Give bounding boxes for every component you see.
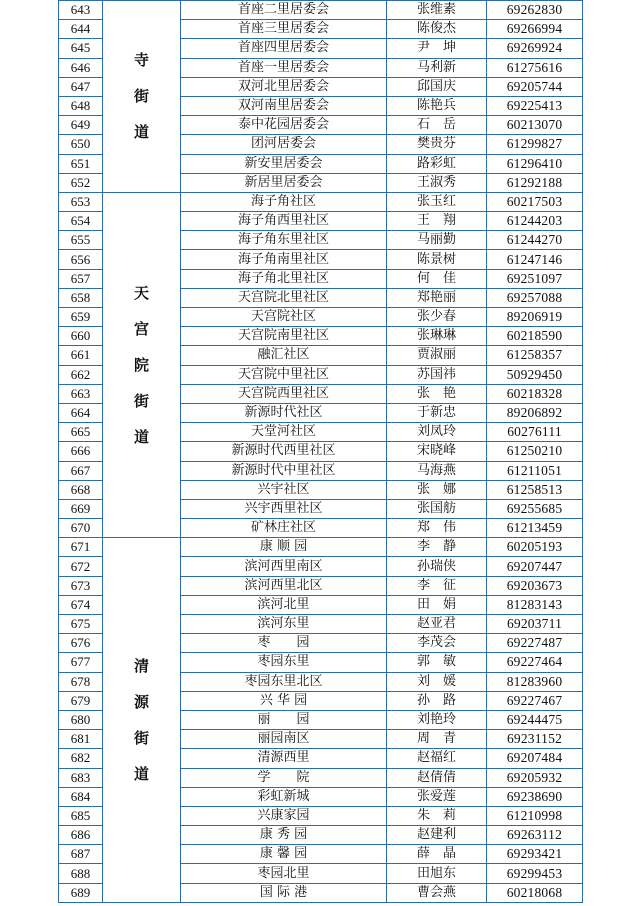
contact-person: 李 征 [387, 576, 487, 595]
row-number: 680 [59, 710, 103, 729]
row-number: 687 [59, 845, 103, 864]
contact-person: 赵亚君 [387, 615, 487, 634]
contact-person: 马海燕 [387, 461, 487, 480]
street-name-char: 街 [133, 87, 149, 106]
phone-number: 69255685 [487, 499, 583, 518]
community-name: 康 顺 园 [181, 538, 387, 557]
row-number: 668 [59, 480, 103, 499]
community-name: 新安里居委会 [181, 154, 387, 173]
street-name-char: 院 [133, 356, 149, 375]
community-name: 首座三里居委会 [181, 20, 387, 39]
row-number: 686 [59, 826, 103, 845]
row-number: 645 [59, 39, 103, 58]
row-number: 648 [59, 96, 103, 115]
community-name: 首座四里居委会 [181, 39, 387, 58]
contact-person: 贾淑丽 [387, 346, 487, 365]
row-number: 685 [59, 806, 103, 825]
contact-person: 田旭东 [387, 864, 487, 883]
row-number: 658 [59, 288, 103, 307]
row-number: 669 [59, 499, 103, 518]
row-number: 681 [59, 730, 103, 749]
phone-number: 69205932 [487, 768, 583, 787]
phone-number: 60218328 [487, 384, 583, 403]
community-name: 海子角北里社区 [181, 269, 387, 288]
row-number: 659 [59, 308, 103, 327]
phone-number: 69205744 [487, 77, 583, 96]
community-name: 新源时代西里社区 [181, 442, 387, 461]
phone-number: 61250210 [487, 442, 583, 461]
contact-person: 赵福红 [387, 749, 487, 768]
community-name: 双河南里居委会 [181, 96, 387, 115]
row-number: 677 [59, 653, 103, 672]
community-name: 矿林庄社区 [181, 519, 387, 538]
contact-person: 孙 路 [387, 691, 487, 710]
phone-number: 69257088 [487, 288, 583, 307]
table-row [59, 1, 583, 20]
contact-person: 张爱莲 [387, 787, 487, 806]
phone-number: 61210998 [487, 806, 583, 825]
phone-number: 61244270 [487, 231, 583, 250]
contact-person: 张少春 [387, 308, 487, 327]
contact-person: 石 岳 [387, 116, 487, 135]
community-name: 新源时代中里社区 [181, 461, 387, 480]
contact-person: 张国舫 [387, 499, 487, 518]
contact-person: 郑艳丽 [387, 288, 487, 307]
community-name: 兴宇社区 [181, 480, 387, 499]
community-name: 枣 园 [181, 634, 387, 653]
row-number: 665 [59, 423, 103, 442]
phone-number: 69251097 [487, 269, 583, 288]
contact-person: 曹会燕 [387, 883, 487, 902]
street-name-char: 街 [133, 729, 149, 748]
contact-person: 尹 坤 [387, 39, 487, 58]
community-name: 滨河东里 [181, 615, 387, 634]
contact-person: 田 娟 [387, 595, 487, 614]
contact-person: 朱 莉 [387, 806, 487, 825]
row-number: 657 [59, 269, 103, 288]
street-name-char: 源 [133, 693, 149, 712]
phone-number: 89206892 [487, 403, 583, 422]
contact-person: 赵建利 [387, 826, 487, 845]
community-name: 首座一里居委会 [181, 58, 387, 77]
community-name: 枣园东里 [181, 653, 387, 672]
row-number: 647 [59, 77, 103, 96]
phone-number: 61275616 [487, 58, 583, 77]
row-number: 682 [59, 749, 103, 768]
contact-person: 张玉红 [387, 192, 487, 211]
community-name: 天宫院南里社区 [181, 327, 387, 346]
contact-person: 周 青 [387, 730, 487, 749]
community-name: 学 院 [181, 768, 387, 787]
contact-person: 孙瑞侠 [387, 557, 487, 576]
street-name-char: 宫 [133, 320, 149, 339]
contact-person: 马利新 [387, 58, 487, 77]
contact-person: 郑 伟 [387, 519, 487, 538]
phone-number: 69266994 [487, 20, 583, 39]
row-number: 666 [59, 442, 103, 461]
contact-person: 刘 媛 [387, 672, 487, 691]
community-name: 彩虹新城 [181, 787, 387, 806]
contact-person: 陈俊杰 [387, 20, 487, 39]
community-name: 团河居委会 [181, 135, 387, 154]
row-number: 661 [59, 346, 103, 365]
row-number: 688 [59, 864, 103, 883]
contact-person: 何 佳 [387, 269, 487, 288]
community-name: 海子角东里社区 [181, 231, 387, 250]
row-number: 679 [59, 691, 103, 710]
contact-person: 薛 晶 [387, 845, 487, 864]
phone-number: 61292188 [487, 173, 583, 192]
row-number: 672 [59, 557, 103, 576]
phone-number: 60218068 [487, 883, 583, 902]
community-name: 天宫院社区 [181, 308, 387, 327]
row-number: 676 [59, 634, 103, 653]
row-number: 644 [59, 20, 103, 39]
community-name: 滨河北里 [181, 595, 387, 614]
row-number: 663 [59, 384, 103, 403]
contact-person: 马丽勤 [387, 231, 487, 250]
phone-number: 61258513 [487, 480, 583, 499]
row-number: 653 [59, 192, 103, 211]
phone-number: 60205193 [487, 538, 583, 557]
community-contact-table [58, 0, 583, 903]
contact-person: 张维素 [387, 1, 487, 20]
phone-number: 89206919 [487, 308, 583, 327]
phone-number: 69203711 [487, 615, 583, 634]
phone-number: 69227464 [487, 653, 583, 672]
phone-number: 69207484 [487, 749, 583, 768]
row-number: 689 [59, 883, 103, 902]
phone-number: 69269924 [487, 39, 583, 58]
phone-number: 81283960 [487, 672, 583, 691]
row-number: 674 [59, 595, 103, 614]
table-body [59, 1, 583, 903]
community-name: 丽 园 [181, 710, 387, 729]
contact-person: 赵倩倩 [387, 768, 487, 787]
community-name: 枣园东里北区 [181, 672, 387, 691]
contact-person: 张琳琳 [387, 327, 487, 346]
community-name: 双河北里居委会 [181, 77, 387, 96]
community-name: 滨河西里北区 [181, 576, 387, 595]
row-number: 654 [59, 212, 103, 231]
community-name: 兴康家园 [181, 806, 387, 825]
community-name: 新源时代社区 [181, 403, 387, 422]
community-name: 康 馨 园 [181, 845, 387, 864]
street-name-cell [103, 192, 181, 537]
row-number: 670 [59, 519, 103, 538]
community-name: 滨河西里南区 [181, 557, 387, 576]
community-name: 天堂河社区 [181, 423, 387, 442]
row-number: 683 [59, 768, 103, 787]
community-name: 海子角西里社区 [181, 212, 387, 231]
community-name: 丽园南区 [181, 730, 387, 749]
table-row [59, 538, 583, 557]
contact-person: 苏国祎 [387, 365, 487, 384]
community-name: 融汇社区 [181, 346, 387, 365]
phone-number: 60276111 [487, 423, 583, 442]
phone-number: 61213459 [487, 519, 583, 538]
row-number: 646 [59, 58, 103, 77]
row-number: 655 [59, 231, 103, 250]
phone-number: 69231152 [487, 730, 583, 749]
phone-number: 61296410 [487, 154, 583, 173]
street-name-char: 天 [133, 284, 149, 303]
street-name-char: 街 [133, 392, 149, 411]
contact-person: 王 翔 [387, 212, 487, 231]
community-name: 海子角社区 [181, 192, 387, 211]
community-name: 首座二里居委会 [181, 1, 387, 20]
phone-number: 60213070 [487, 116, 583, 135]
contact-person: 刘艳玲 [387, 710, 487, 729]
street-name-cell [103, 538, 181, 903]
phone-number: 69293421 [487, 845, 583, 864]
row-number: 662 [59, 365, 103, 384]
community-name: 枣园北里 [181, 864, 387, 883]
phone-number: 61244203 [487, 212, 583, 231]
phone-number: 69227487 [487, 634, 583, 653]
contact-person: 陈艳兵 [387, 96, 487, 115]
phone-number: 69225413 [487, 96, 583, 115]
row-number: 651 [59, 154, 103, 173]
row-number: 649 [59, 116, 103, 135]
row-number: 667 [59, 461, 103, 480]
contact-person: 樊贵芬 [387, 135, 487, 154]
community-name: 兴宇西里社区 [181, 499, 387, 518]
street-name-char: 寺 [133, 51, 149, 70]
contact-person: 张 艳 [387, 384, 487, 403]
phone-number: 69244475 [487, 710, 583, 729]
phone-number: 69263112 [487, 826, 583, 845]
phone-number: 69207447 [487, 557, 583, 576]
community-name: 泰中花园居委会 [181, 116, 387, 135]
row-number: 678 [59, 672, 103, 691]
phone-number: 60217503 [487, 192, 583, 211]
phone-number: 69203673 [487, 576, 583, 595]
row-number: 652 [59, 173, 103, 192]
street-name-char: 道 [133, 428, 149, 447]
phone-number: 50929450 [487, 365, 583, 384]
phone-number: 60218590 [487, 327, 583, 346]
street-name-char: 清 [133, 657, 149, 676]
community-name: 新居里居委会 [181, 173, 387, 192]
contact-person: 王淑秀 [387, 173, 487, 192]
row-number: 650 [59, 135, 103, 154]
community-name: 清源西里 [181, 749, 387, 768]
row-number: 675 [59, 615, 103, 634]
contact-person: 路彩虹 [387, 154, 487, 173]
street-name-char: 道 [133, 765, 149, 784]
phone-number: 61258357 [487, 346, 583, 365]
community-name: 国 际 港 [181, 883, 387, 902]
row-number: 643 [59, 1, 103, 20]
contact-person: 李茂会 [387, 634, 487, 653]
row-number: 671 [59, 538, 103, 557]
phone-number: 69238690 [487, 787, 583, 806]
community-name: 天宫院西里社区 [181, 384, 387, 403]
contact-person: 郭 敏 [387, 653, 487, 672]
community-name: 海子角南里社区 [181, 250, 387, 269]
phone-number: 81283143 [487, 595, 583, 614]
row-number: 673 [59, 576, 103, 595]
phone-number: 61247146 [487, 250, 583, 269]
row-number: 660 [59, 327, 103, 346]
phone-number: 61299827 [487, 135, 583, 154]
phone-number: 61211051 [487, 461, 583, 480]
row-number: 664 [59, 403, 103, 422]
row-number: 656 [59, 250, 103, 269]
table-row [59, 192, 583, 211]
street-name-cell [103, 1, 181, 193]
row-number: 684 [59, 787, 103, 806]
street-name-char: 道 [133, 123, 149, 142]
contact-person: 陈景树 [387, 250, 487, 269]
community-name: 康 秀 园 [181, 826, 387, 845]
community-name: 天宫院北里社区 [181, 288, 387, 307]
community-name: 兴 华 园 [181, 691, 387, 710]
contact-person: 刘凤玲 [387, 423, 487, 442]
phone-number: 69299453 [487, 864, 583, 883]
phone-number: 69262830 [487, 1, 583, 20]
contact-person: 张 娜 [387, 480, 487, 499]
community-name: 天宫院中里社区 [181, 365, 387, 384]
contact-person: 宋晓峰 [387, 442, 487, 461]
contact-person: 邱国庆 [387, 77, 487, 96]
phone-number: 69227467 [487, 691, 583, 710]
document-page [58, 0, 582, 903]
contact-person: 于新忠 [387, 403, 487, 422]
contact-person: 李 静 [387, 538, 487, 557]
